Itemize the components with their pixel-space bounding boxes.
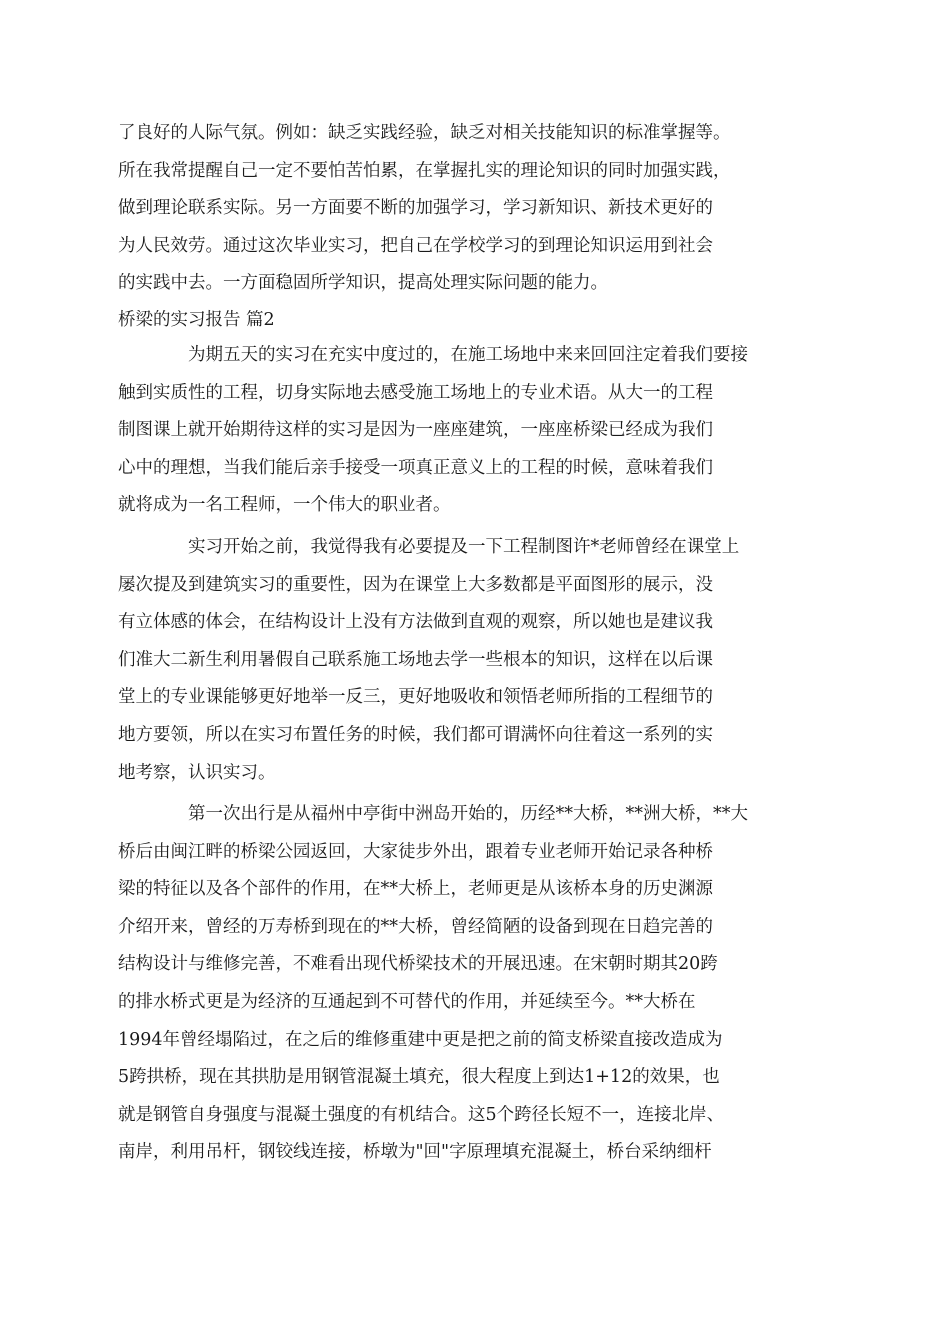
text-line: 做到理论联系实际。另一方面要不断的加强学习，学习新知识、新技术更好的 [118, 198, 713, 219]
text-line: 的排水桥式更是为经济的互通起到不可替代的作用，并延续至今。**大桥在 [118, 992, 696, 1013]
text-line: 梁的特征以及各个部件的作用，在**大桥上，老师更是从该桥本身的历史渊源 [118, 879, 713, 900]
text-line: 5跨拱桥，现在其拱肋是用钢管混凝土填充，很大程度上到达1+12的效果，也 [118, 1067, 720, 1088]
text-line: 为期五天的实习在充实中度过的，在施工场地中来来回回注定着我们要接 [188, 344, 748, 365]
text-line: 触到实质性的工程，切身实际地去感受施工场地上的专业术语。从大一的工程 [118, 382, 713, 403]
text-line: 地考察，认识实习。 [118, 762, 276, 783]
document-body [118, 115, 832, 1172]
text-line: 心中的理想，当我们能后亲手接受一项真正意义上的工程的时候，意味着我们 [118, 457, 713, 478]
text-line: 了良好的人际气氛。例如：缺乏实践经验，缺乏对相关技能知识的标准掌握等。 [118, 123, 731, 143]
text-line: 就将成为一名工程师，一个伟大的职业者。 [118, 495, 451, 516]
text-line: 堂上的专业课能够更好地举一反三，更好地吸收和领悟老师所指的工程细节的 [118, 687, 713, 708]
text-line: 屡次提及到建筑实习的重要性，因为在课堂上大多数都是平面图形的展示，没 [118, 574, 713, 595]
paragraph-1 [118, 337, 832, 525]
text-line: 为人民效劳。通过这次毕业实习，把自己在学校学习的到理论知识运用到社会 [118, 235, 713, 256]
text-line: 1994年曾经塌陷过，在之后的维修重建中更是把之前的简支桥梁直接改造成为 [118, 1029, 723, 1050]
text-line: 南岸，利用吊杆，钢铰线连接，桥墩为"回"字原理填充混凝土，桥台采纳细杆 [118, 1142, 712, 1163]
text-line: 桥后由闽江畔的桥梁公园返回，大家徒步外出，跟着专业老师开始记录各种桥 [118, 841, 713, 862]
text-line: 第一次出行是从福州中亭街中洲岛开始的，历经**大桥，**洲大桥，**大 [188, 804, 748, 825]
text-line: 制图课上就开始期待这样的实习是因为一座座建筑，一座座桥梁已经成为我们 [118, 420, 713, 441]
section-heading: 桥梁的实习报告 篇2 [118, 309, 275, 330]
paragraph-3 [118, 796, 832, 1172]
text-line: 地方要领，所以在实习布置任务的时候，我们都可谓满怀向往着这一系列的实 [118, 724, 713, 745]
text-line: 有立体感的体会，在结构设计上没有方法做到直观的观察，所以她也是建议我 [118, 612, 713, 633]
text-line: 结构设计与维修完善，不难看出现代桥梁技术的开展迅速。在宋朝时期其20跨 [118, 954, 718, 975]
text-line: 的实践中去。一方面稳固所学知识，提高处理实际问题的能力。 [118, 273, 608, 294]
text-line: 们准大二新生利用暑假自己联系施工场地去学一些根本的知识，这样在以后课 [118, 649, 713, 670]
text-line: 就是钢管自身强度与混凝土强度的有机结合。这5个跨径长短不一，连接北岸、 [118, 1104, 725, 1125]
intro-paragraph [118, 115, 832, 303]
text-line: 所在我常提醒自己一定不要怕苦怕累，在掌握扎实的理论知识的同时加强实践， [118, 160, 731, 181]
text-line: 介绍开来，曾经的万寿桥到现在的**大桥，曾经简陋的设备到现在日趋完善的 [118, 916, 713, 937]
paragraph-2 [118, 529, 832, 792]
text-line: 实习开始之前，我觉得我有必要提及一下工程制图许*老师曾经在课堂上 [188, 536, 740, 557]
